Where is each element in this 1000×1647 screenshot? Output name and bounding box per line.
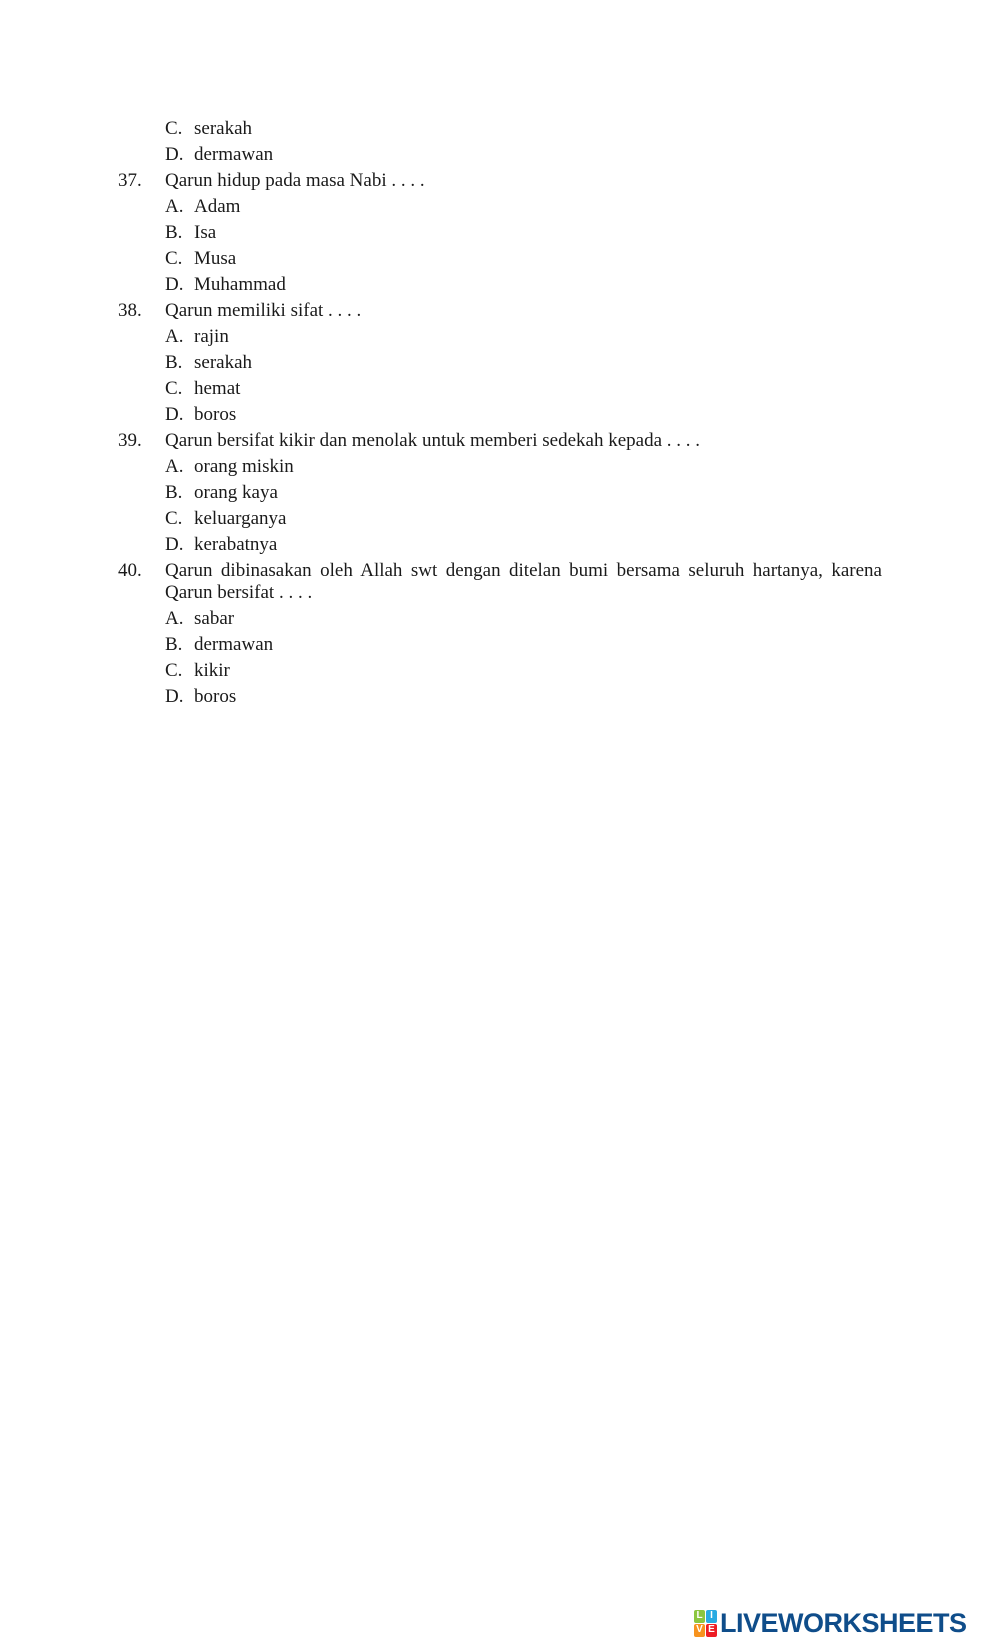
question-text: Qarun memiliki sifat . . . . <box>165 300 362 321</box>
option-letter: B. <box>165 634 183 655</box>
option-text: Muhammad <box>194 274 286 295</box>
logo-mark-letter: L <box>694 1610 705 1623</box>
question-text: Qarun dibinasakan oleh Allah swt dengan ditelan bumi bersama seluruh hartanya, karena Qarun bersifat . . . . <box>165 560 882 603</box>
option-text: kerabatnya <box>194 534 278 555</box>
option-letter: D. <box>165 686 184 707</box>
question-number: 37. <box>118 170 142 191</box>
option-letter: A. <box>165 608 184 629</box>
option-text: orang kaya <box>194 482 278 503</box>
option-text: orang miskin <box>194 456 294 477</box>
option-letter: B. <box>165 222 183 243</box>
option-text: Musa <box>194 248 237 269</box>
logo-mark-letter: E <box>706 1624 717 1637</box>
option-letter: D. <box>165 534 184 555</box>
option-letter: C. <box>165 660 183 681</box>
option-letter: D. <box>165 274 184 295</box>
option-letter: A. <box>165 326 184 347</box>
option-text: serakah <box>194 352 253 373</box>
option-text: dermawan <box>194 634 274 655</box>
logo-mark-letter: V <box>694 1624 705 1637</box>
option-text: boros <box>194 404 237 425</box>
logo-mark-icon <box>694 1610 717 1637</box>
question-number: 39. <box>118 430 142 451</box>
question-row <box>118 560 882 604</box>
question-number: 38. <box>118 300 142 321</box>
option-text: serakah <box>194 118 253 139</box>
option-letter: C. <box>165 118 183 139</box>
option-text: sabar <box>194 608 235 629</box>
option-text: hemat <box>194 378 241 399</box>
option-text: rajin <box>194 326 229 347</box>
option-letter: D. <box>165 404 184 425</box>
logo-mark-letter: I <box>706 1610 717 1623</box>
question-number: 40. <box>118 560 142 581</box>
option-letter: C. <box>165 378 183 399</box>
logo-text: LIVEWORKSHEETS <box>720 1608 967 1638</box>
option-letter: A. <box>165 196 184 217</box>
option-letter: B. <box>165 352 183 373</box>
option-text: Adam <box>194 196 241 217</box>
option-text: boros <box>194 686 237 707</box>
option-text: keluarganya <box>194 508 287 529</box>
option-letter: A. <box>165 456 184 477</box>
option-letter: D. <box>165 144 184 165</box>
option-text: kikir <box>194 660 230 681</box>
option-text: Isa <box>194 222 217 243</box>
question-text: Qarun hidup pada masa Nabi . . . . <box>165 170 425 191</box>
question-text: Qarun bersifat kikir dan menolak untuk memberi sedekah kepada . . . . <box>165 430 700 451</box>
option-text: dermawan <box>194 144 274 165</box>
option-letter: C. <box>165 248 183 269</box>
option-letter: C. <box>165 508 183 529</box>
option-letter: B. <box>165 482 183 503</box>
liveworksheets-logo <box>694 1609 967 1637</box>
